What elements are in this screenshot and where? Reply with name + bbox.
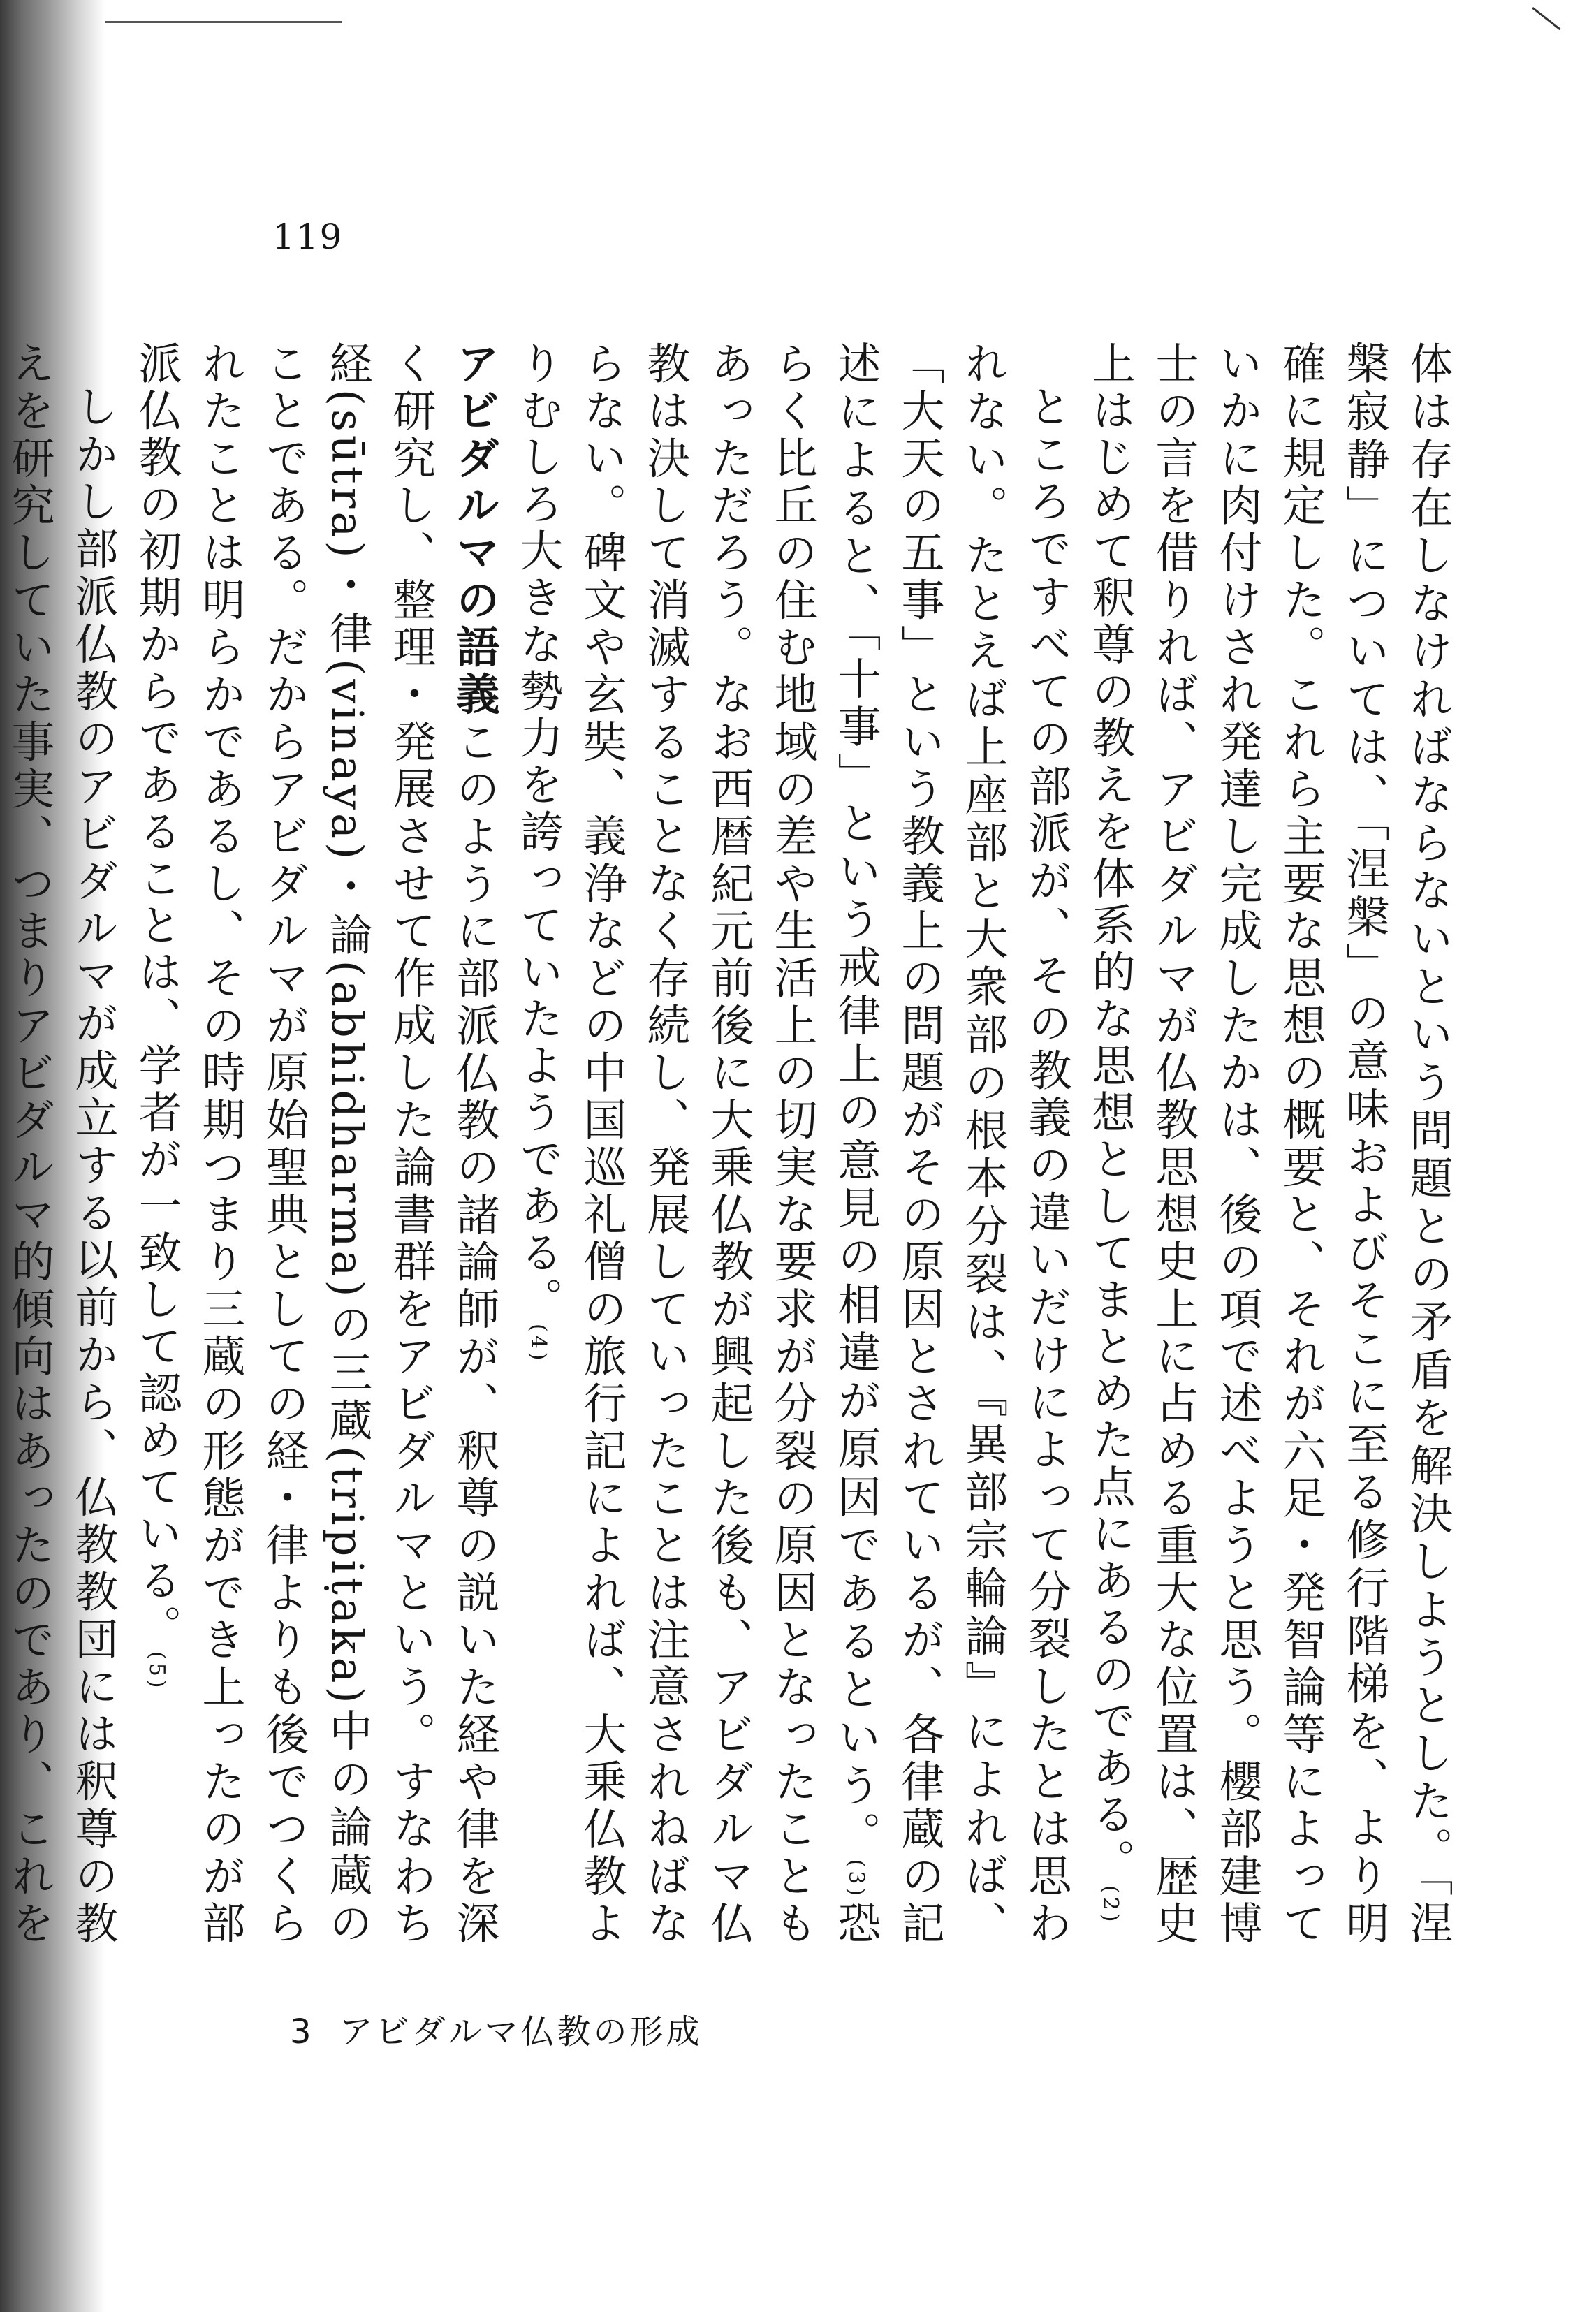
note-ref-3: (3) <box>844 1859 868 1900</box>
paragraph-3 <box>125 341 506 1947</box>
paragraph-2-text: ところですべての部派が、その教義の違いだけによって分裂したとは思われない。たとえば上座部と大衆部の根本分裂は、『異部宗輪論』によれば、「大天の五事」という教義上の問題がその原因とされているが、各律蔵の記述によると、「十事」という戒律上の意見の相違が原因であるという。 <box>830 341 1072 1947</box>
running-footer <box>290 2005 703 2053</box>
page-number: 119 <box>272 217 344 257</box>
body-text <box>4 341 1460 1948</box>
footer-chapter-number: 3 <box>290 2012 314 2051</box>
paragraph-4-text: しかし部派仏教のアビダルマが成立する以前から、仏教教団には釈尊の教えを研究していた事実、つまりアビダルマ的傾向はあったのであり、これを <box>4 341 119 1947</box>
paragraph-1-text: 体は存在しなければならないという問題との矛盾を解決しようとした。「涅槃寂静」については、「涅槃」の意味およびそこに至る修行階梯を、より明確に規定した。これら主要な思想の概要と、それが六足・発智論等によっていかに肉付けされ発達し完成したかは、後の項で述べようと思う。櫻部建博士の言を借りれば、アビダルマが仏教思想史上に占める重大な位置は、歴史上はじめて釈尊の教えを体系的な思想としてまとめた点にあるのである。 <box>1085 341 1454 1947</box>
section-heading: アビダルマの語義 <box>449 341 500 719</box>
note-ref-4: (4) <box>526 1324 550 1364</box>
footer-chapter-title: アビダルマ仏教の形成 <box>339 2012 703 2051</box>
paragraph-2-continued-text: 恐らく比丘の住む地域の差や生活上の切実な要求が分裂の原因となったこともあっただろう。なお西暦紀元前後に大乗仏教が興起した後も、アビダルマ仏教は決して消滅することなく存続し、発展していったことは注意されねばならない。碑文や玄奘、義浄などの中国巡礼僧の旅行記によれば、大乗仏教よりむしろ大きな勢力を誇っていたようである。 <box>513 341 881 1948</box>
note-ref-2: (2) <box>1098 1885 1122 1926</box>
note-ref-5: (5) <box>145 1651 169 1692</box>
paragraph-4 <box>0 341 125 1947</box>
scan-edge-line <box>105 21 342 23</box>
paragraph-1 <box>1078 341 1460 1947</box>
page-corner-mark <box>1510 7 1560 58</box>
paragraph-2 <box>506 341 1078 1947</box>
paragraph-3-text: このように部派仏教の諸論師が、釈尊の説いた経や律を深く研究し、整理・発展させて作成した論書群をアビダルマという。すなわち経(sūtra)・律(vinaya)・論(abhidharma)の三蔵(tripiṭaka)中の論蔵のことである。だからアビダルマが原始聖典としての経・律よりも後でつくられたことは明らかであるし、その時期つまり三蔵の形態ができ上ったのが部派仏教の初期からであることは、学者が一致して認めている。 <box>131 341 500 1948</box>
